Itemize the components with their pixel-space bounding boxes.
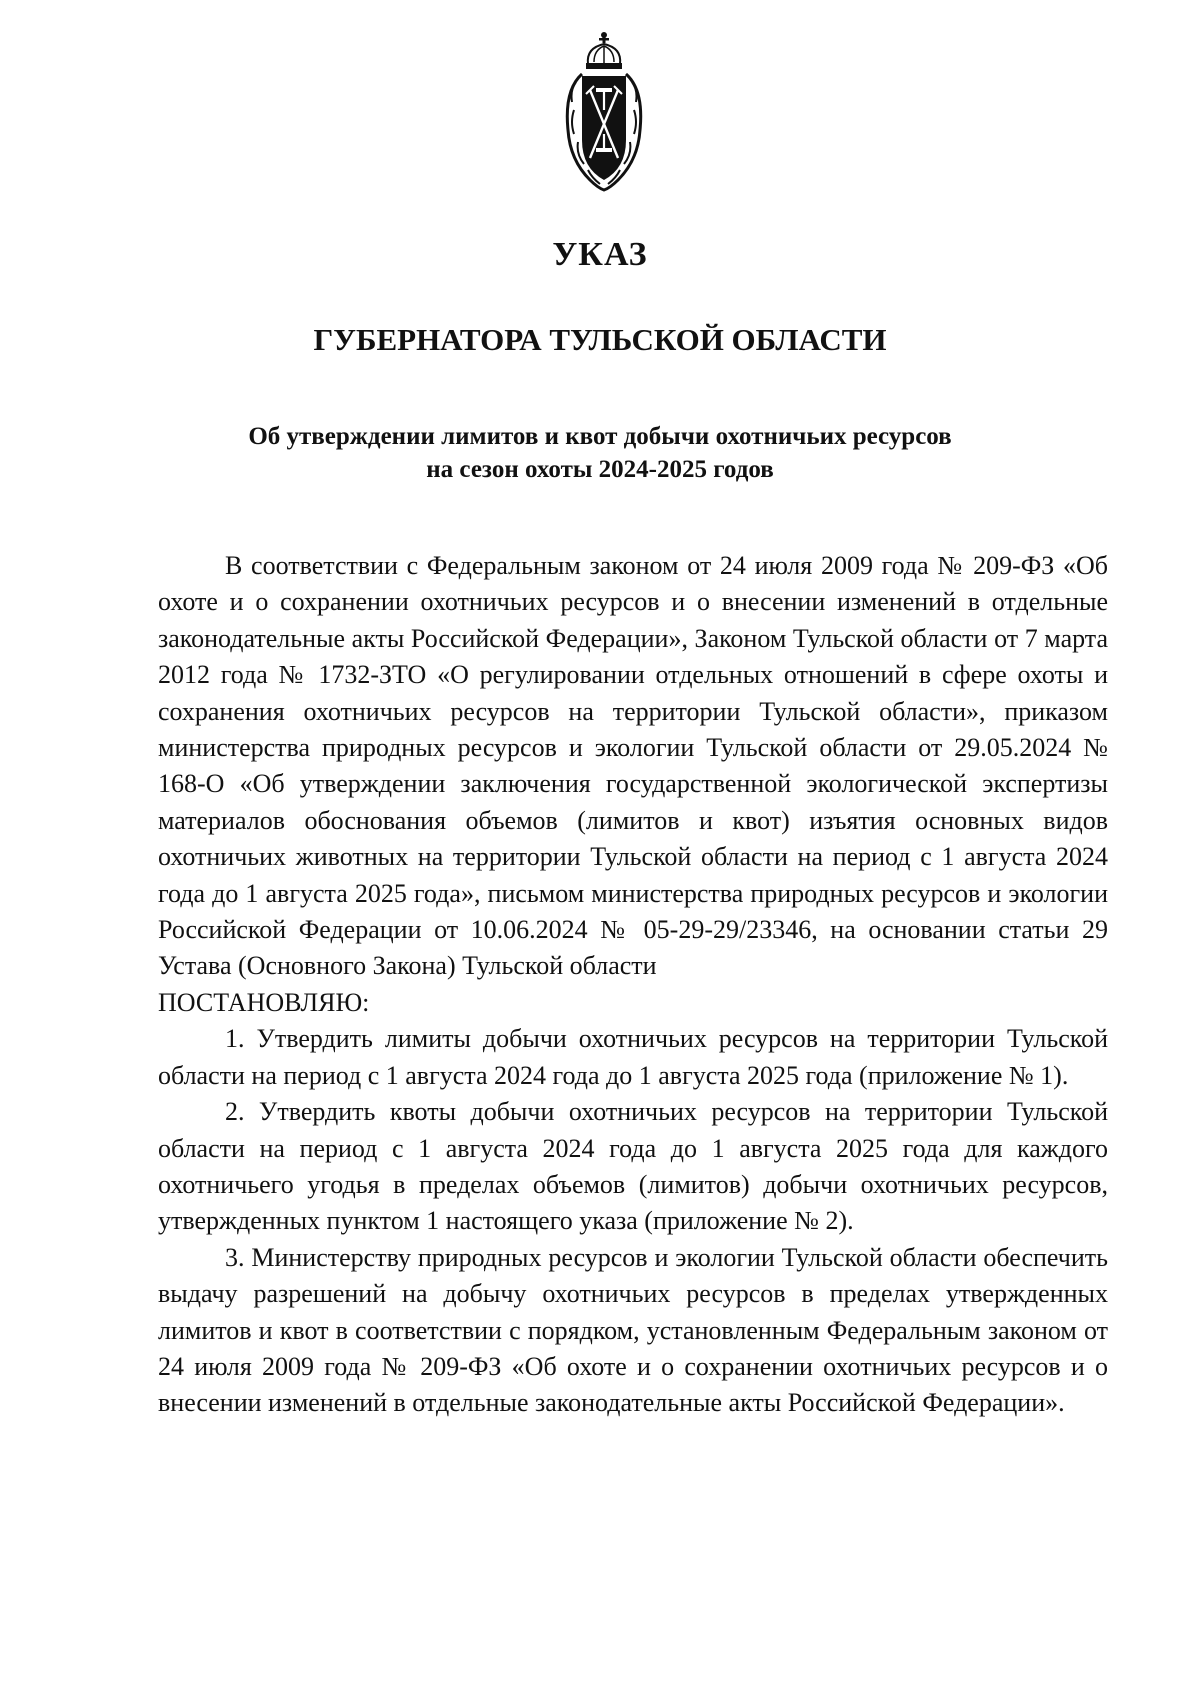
decree-item-1: 1. Утвердить лимиты добычи охотничьих ресурсов на территории Тульской области на период с 1 августа 2024 года до 1 августа 2025 года (приложение № 1). xyxy=(158,1024,1108,1090)
tula-coat-of-arms-icon xyxy=(560,30,648,194)
subject-line-1: Об утверждении лимитов и квот добычи охотничьих ресурсов xyxy=(248,423,952,450)
issuer-title: ГУБЕРНАТОРА ТУЛЬСКОЙ ОБЛАСТИ xyxy=(313,322,887,357)
document-type-title: УКАЗ xyxy=(552,236,648,273)
document-subject xyxy=(0,420,1200,486)
preamble-paragraph xyxy=(158,548,1108,1021)
preamble-text: В соответствии с Федеральным законом от 24 июля 2009 года № 209-ФЗ «Об охоте и о сохранении охотничьих ресурсов и о внесении изменений в отдельные законодательные акты Российской Федерации», Законом Тульской области от 7 марта 2012 года № 1732-ЗТО «О регулировании отдельных отношений в сфере охоты и сохранения охотничьих ресурсов на территории Тульской области», приказом министерства природных ресурсов и экологии Тульской области от 29.05.2024 № 168-О «Об утверждении заключения государственной экологической экспертизы материалов обоснования объемов (лимитов и квот) изъятия основных видов охотничьих животных на территории Тульской области на период с 1 августа 2024 года до 1 августа 2025 года», письмом министерства природных ресурсов и экологии Российской Федерации от 10.06.2024 № 05-29-29/23346, на основании статьи 29 Устава (Основного Закона) Тульской области xyxy=(158,551,1108,981)
document-body xyxy=(158,548,1108,1422)
subject-line-2: на сезон охоты 2024-2025 годов xyxy=(426,456,774,483)
decree-item-2: 2. Утвердить квоты добычи охотничьих ресурсов на территории Тульской области на период с 1 августа 2024 года до 1 августа 2025 года для каждого охотничьего угодья в пределах объемов (лимитов) добычи охотничьих ресурсов, утвержденных пунктом 1 настоящего указа (приложение № 2). xyxy=(158,1097,1108,1236)
decree-word: ПОСТАНОВЛЯЮ: xyxy=(158,987,370,1017)
decree-item-3: 3. Министерству природных ресурсов и экологии Тульской области обеспечить выдачу разрешений на добычу охотничьих ресурсов в пределах утвержденных лимитов и квот в соответствии с порядком, установленным Федеральным законом от 24 июля 2009 года № 209-ФЗ «Об охоте и о сохранении охотничьих ресурсов и о внесении изменений в отдельные законодательные акты Российской Федерации». xyxy=(158,1242,1108,1418)
